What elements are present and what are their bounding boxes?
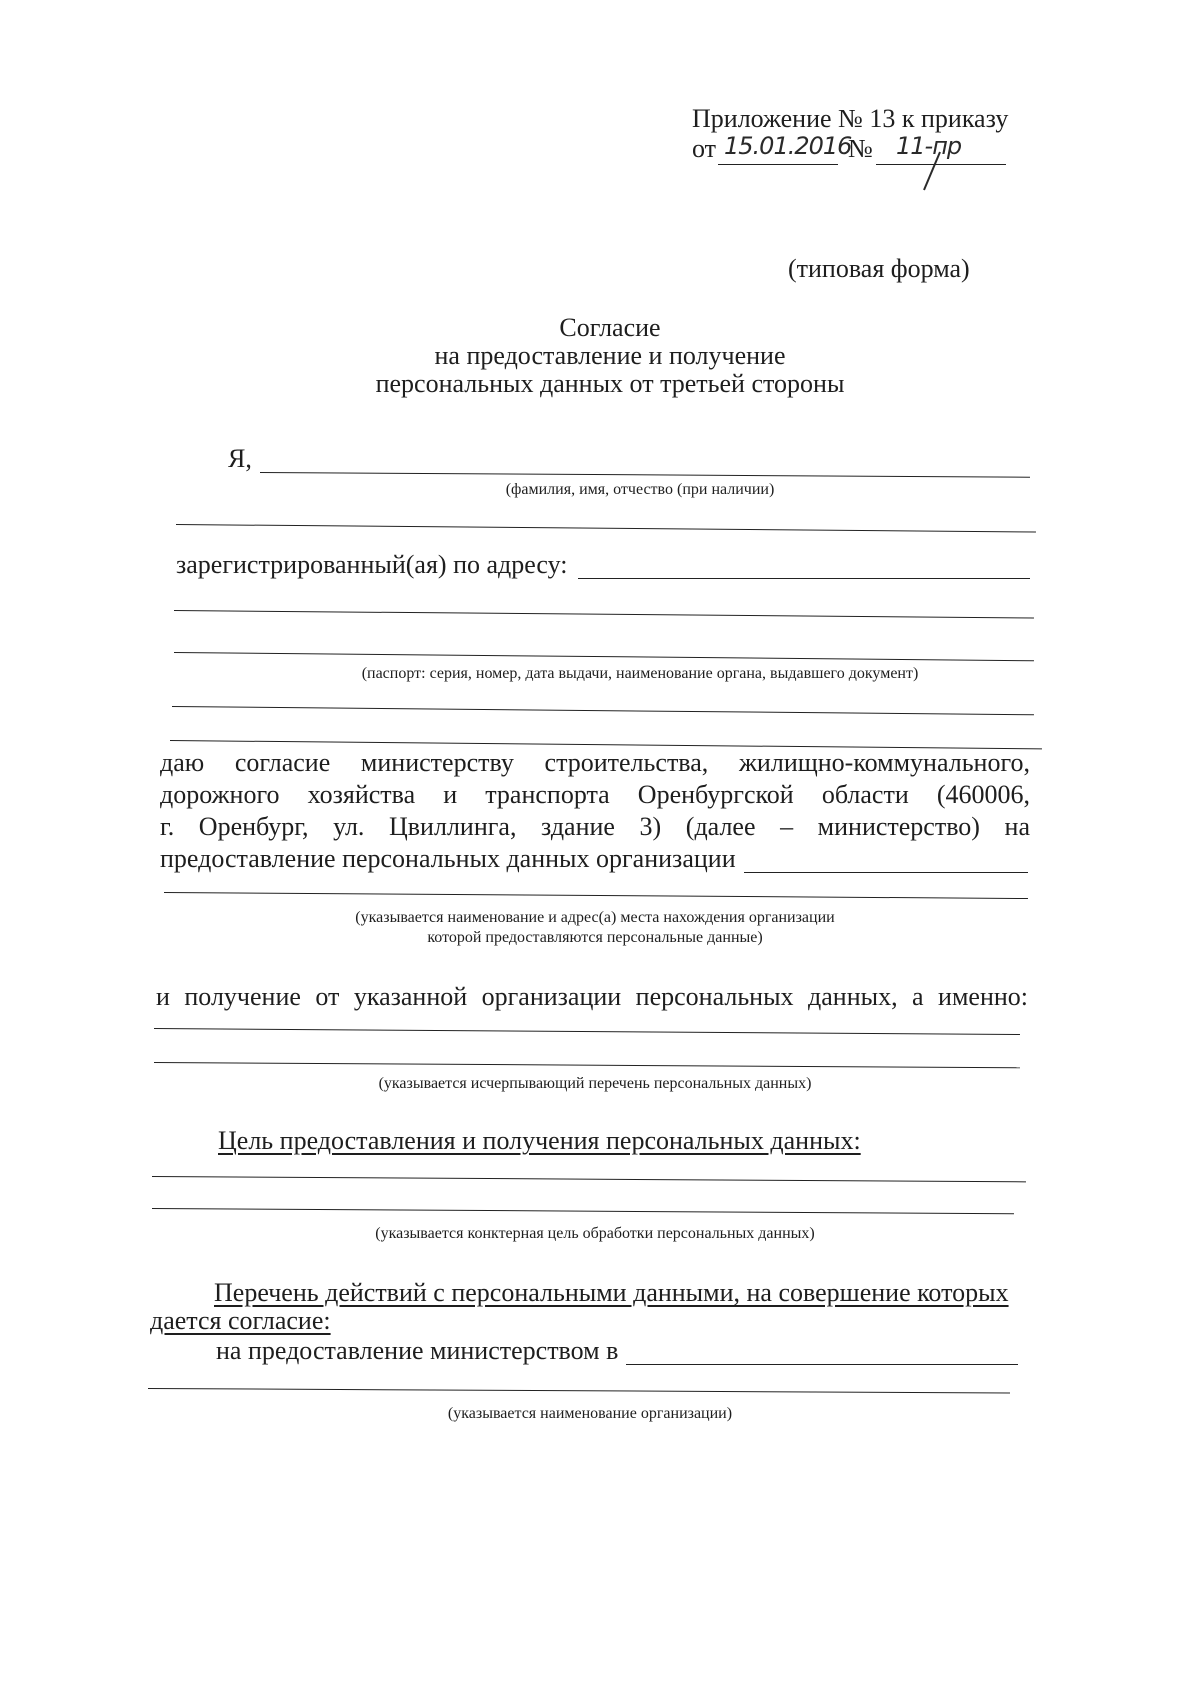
passport-caption: (паспорт: серия, номер, дата выдачи, наименование органа, выдавшего документ)	[361, 665, 919, 682]
purpose-caption: (указывается конктерная цель обработки персональных данных)	[375, 1225, 815, 1242]
address-label: зарегистрированный(ая) по адресу:	[176, 550, 568, 579]
passport-line[interactable]	[174, 652, 1034, 661]
consent-line-4: предоставление персональных данных организации	[160, 844, 736, 873]
fio-line[interactable]	[260, 472, 1030, 478]
purpose-line-2[interactable]	[152, 1208, 1014, 1214]
purpose-heading: Цель предоставления и получения персональных данных:	[218, 1126, 861, 1155]
document-subtitle-1: на предоставление и получение	[434, 341, 786, 370]
i-label: Я,	[228, 444, 252, 473]
fio-continuation-line[interactable]	[176, 524, 1036, 533]
purpose-line-1[interactable]	[152, 1176, 1026, 1182]
document-title: Согласие	[559, 313, 661, 342]
form-type: (типовая форма)	[788, 254, 970, 283]
organization-caption-2: которой предоставляются персональные данные)	[427, 929, 763, 946]
receipt-text: и получение от указанной организации персональных данных, а именно:	[156, 982, 1028, 1011]
receipt-caption: (указывается исчерпывающий перечень персональных данных)	[378, 1075, 812, 1092]
date-prefix: от	[692, 134, 717, 163]
organization-line[interactable]	[744, 872, 1028, 873]
appendix-reference: Приложение № 13 к приказу	[692, 104, 1009, 133]
receipt-line-2[interactable]	[154, 1062, 1020, 1068]
consent-line-3: г. Оренбург, ул. Цвиллинга, здание 3) (далее – министерство) на	[160, 812, 1030, 841]
receipt-line-1[interactable]	[154, 1028, 1020, 1035]
consent-line-1: даю согласие министерству строительства, жилищно-коммунального,	[160, 748, 1030, 777]
organization-line-2[interactable]	[164, 892, 1028, 899]
actions-heading: Перечень действий с персональными данными, на совершение которых	[214, 1278, 1009, 1307]
address-line[interactable]	[578, 578, 1030, 579]
handwritten-date: 15.01.2016	[724, 132, 852, 160]
consent-line-2: дорожного хозяйства и транспорта Оренбургской области (460006,	[160, 780, 1030, 809]
provision-line[interactable]	[626, 1364, 1018, 1365]
provision-caption: (указывается наименование организации)	[447, 1405, 733, 1422]
fio-caption: (фамилия, имя, отчество (при наличии)	[505, 481, 775, 498]
handwritten-number: 11-пр	[896, 132, 962, 160]
handwritten-stroke	[910, 150, 950, 192]
number-prefix: №	[848, 134, 873, 163]
date-line	[718, 164, 838, 165]
organization-caption-1: (указывается наименование и адрес(а) места нахождения организации	[355, 909, 835, 926]
provision-line-2[interactable]	[148, 1388, 1010, 1394]
document-subtitle-2: персональных данных от третьей стороны	[375, 369, 845, 398]
passport-line-2[interactable]	[172, 706, 1034, 715]
actions-heading-2: дается согласие:	[150, 1306, 331, 1335]
address-line-2[interactable]	[174, 610, 1034, 619]
provision-label: на предоставление министерством в	[216, 1336, 619, 1365]
